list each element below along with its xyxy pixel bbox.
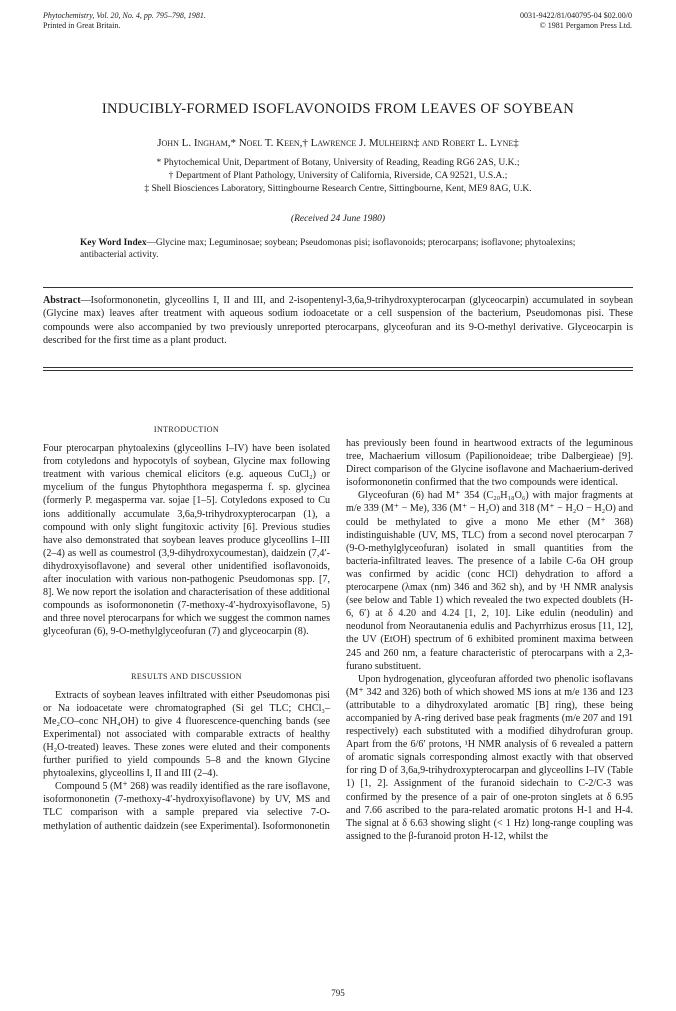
paper-title: INDUCIBLY-FORMED ISOFLAVONOIDS FROM LEAVES OF SOYBEAN <box>101 101 575 117</box>
affiliation-2: † Department of Plant Pathology, University of California, Riverside, CA 92521, U.S.A.; <box>168 171 508 181</box>
results-paragraph-1: Extracts of soybean leaves infiltrated with either Pseudomonas pisi or Na iodoacetate were chromatographed (Si gel TLC; CHCl₃–Me₂CO–conc NH₄OH) to give 4 fluorescence-quenching bands (see Experimental) not associated with comparable extracts of healthy (H₂O-treated) leaves. These zones were eluted and their components further purified to yield compounds 5–8 and the known Glycine phytoalexins, glyceollins I, II and III (2–4). <box>43 689 330 780</box>
affiliation-3: ‡ Shell Biosciences Laboratory, Sittingbourne Research Centre, Sittingbourne, Kent, ME9 8AG, U.K. <box>144 184 532 194</box>
abstract-text: —Isoformononetin, glyceollins I, II and III, and 2-isopentenyl-3,6a,9-trihydroxypterocarpan (glyceocarpin) accumulated in soybean (Glycine max) leaves after treatment with aqueous sodium iodoacetate or a cell suspension of the bacterium, Pseudomonas pisi. These compounds were also accompanied by two previously unreported pterocarpans, glyceofuran and its 9-O-methyl derivative. Glyceocarpin is described for the first time as a plant product. <box>43 295 633 347</box>
abstract <box>43 294 633 348</box>
keyword-label: Key Word Index <box>80 238 147 248</box>
copyright-line: © 1981 Pergamon Press Ltd. <box>539 20 632 30</box>
abstract-bottom-rule-2 <box>43 370 633 371</box>
left-column <box>43 423 330 833</box>
journal-line: Phytochemistry, Vol. 20, No. 4, pp. 795–798, 1981. <box>43 11 206 20</box>
printed-line: Printed in Great Britain. <box>43 20 121 30</box>
introduction-paragraph: Four pterocarpan phytoalexins (glyceollins I–IV) have been isolated from cotyledons and hypocotyls of soybean, Glycine max following treatment with various chemical elicitors (e.g. aqueous CuCl₂) or mycelium of the fungus Phytophthora megasperma f. sp. glycinea (formerly P. megasperma var. sojae [1–5]. Cotyledons exposed to Cu ions additionally accumulate 3,6a,9-trihydroxypterocarpan (1), a compound with only slight fungitoxic activity [6]. Previous studies have also demonstrated that soybean leaves produce glyceollins I–III (2–4) as well as coumestrol (3,9-dihydroxycoumestan), daidzein (7,4′-dihydroxyisoflavone) and several other unidentified isoflavonoids, after inoculation with various non-pathogenic Pseudomonas spp. [7, 8]. We now report the isolation and characterisation of these additional compounds as isoformononetin (7-methoxy-4′-hydroxyisoflavone, 5) and three novel pterocarpans for which we suggest the common names glyceofuran (6), 9-O-methylglyceofuran (7) and glyceocarpin (8). <box>43 443 330 638</box>
right-paragraph-3: Upon hydrogenation, glyceofuran afforded two phenolic isoflavans (M⁺ 342 and 326) both of which showed MS ions at m/e 136 and 123 (attributable to a dihydroxylated aromatic [B] ring), these being accompanied by A-ring derived base peak fragments (m/e 207 and 191 respectively) each substituted with a modified dihydrofuran group. Apart from the 6/6′ protons, ¹H NMR analysis of 6 revealed a pattern of aromatic signals corresponding almost exactly with that observed for ring D of 3,6a,9-trihydroxypterocarpan and glyceollins I–IV (Table 1) [1, 2]. Assignment of the furanoid sidechain to C-2/C-3 was confirmed by the presence of a pair of one-proton singlets at δ 6.95 and 7.66 ascribed to the para-related aromatic protons H-1 and H-4. The signal at δ 6.63 showing slight (< 1 Hz) long-range coupling was assigned to the β-furanoid proton H-12, whilst the <box>346 673 633 842</box>
abstract-label: Abstract <box>43 295 81 306</box>
abstract-top-rule <box>43 287 633 288</box>
page-number: 795 <box>331 988 345 998</box>
copyright-block <box>520 11 632 30</box>
results-heading: RESULTS AND DISCUSSION <box>131 671 242 681</box>
author-list: John L. Ingham,* Noel T. Keen,† Lawrence J. Mulheirn‡ and Robert L. Lyne‡ <box>157 137 519 149</box>
affiliation-1: * Phytochemical Unit, Department of Botany, University of Reading, Reading RG6 2AS, U.K.; <box>156 158 520 168</box>
keyword-text: —Glycine max; Leguminosae; soybean; Pseudomonas pisi; isoflavonoids; pterocarpans; isoflavone; phytoalexins; antibacterial activity. <box>80 238 576 260</box>
keyword-index <box>80 237 600 261</box>
affiliations <box>30 157 646 196</box>
introduction-heading: INTRODUCTION <box>153 425 220 434</box>
issn-line: 0031-9422/81/040795-04 $02.00/0 <box>520 11 632 20</box>
right-paragraph-1: has previously been found in heartwood extracts of the leguminous tree, Machaerium villosum (Papilionoideae; tribe Dalbergieae) [9]. Direct comparison of the Glycine isoflavone and Machaerium-derived isoformononetin confirmed that the two compounds were identical. <box>346 438 633 489</box>
results-paragraph-2: Compound 5 (M⁺ 268) was readily identified as the rare isoflavone, isoformononetin (7-methoxy-4′-hydroxyisoflavone) by UV, MS and TLC comparison with a sample prepared via selective 7-O-methylation of authentic daidzein (see Experimental). Isoformononetin <box>43 781 330 832</box>
journal-citation <box>43 11 206 30</box>
received-date: (Received 24 June 1980) <box>290 214 386 224</box>
right-paragraph-2: Glyceofuran (6) had M⁺ 354 (C₂₀H₁₈O₆) with major fragments at m/e 339 (M⁺ − Me), 336 (M⁺ − H₂O) and 318 (M⁺ − H₂O − H₂O) and could be methylated to give a mono Me ether (M⁺ 368) indistinguishable (UV, MS, TLC) from a second novel pterocarpan 7 (9-O-methylglyceofuran) isolated in small quantities from the bacteria-infiltrated leaves. The presence of a labile C-6a OH group was confirmed by acidic (conc HCl) dehydration to afford a pterocarpene (λmax (nm) 346 and 362 sh), and by ¹H NMR analysis (see below and Table 1) which revealed the two expected doublets (H-6, 6′) at δ 4.20 and 4.24 [1, 2, 10]. Like edulin (neodulin) and neodunol from Neorautanenia edulis and Pachyrrhizus erosus [11, 12], the UV (EtOH) spectrum of 6 exhibited prominent maxima between 245 and 260 nm, a feature characteristic of pterocarpans with a 2,3-furano substituent. <box>346 490 633 672</box>
abstract-bottom-rule <box>43 367 633 368</box>
right-column <box>346 437 633 843</box>
